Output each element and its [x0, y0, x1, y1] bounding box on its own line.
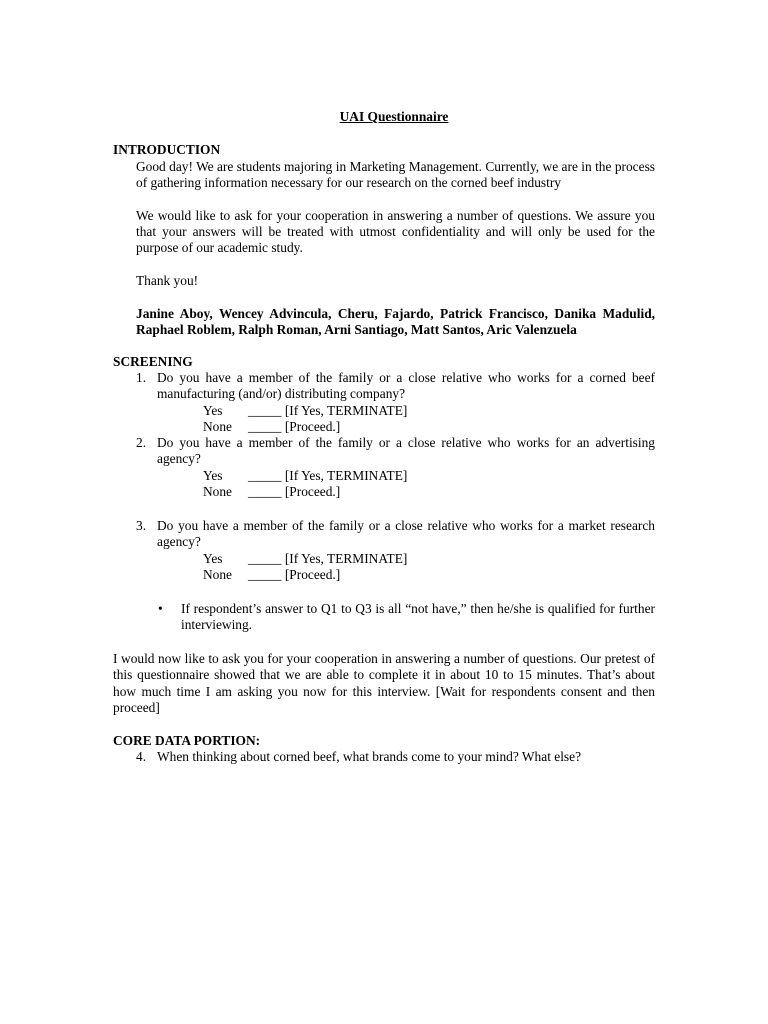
core-question-4: [136, 749, 655, 765]
option-label: None: [203, 566, 233, 582]
transition-paragraph: I would now like to ask you for your cooperation in answering a number of questions. Our pretest of this questionnaire showed that we are able to complete it in about 10 to 15 minutes. That’s about how much time I am asking you now for this interview. [Wait for respondents consent and then proceed]: [113, 651, 655, 715]
option-label: None: [203, 418, 233, 434]
answer-option-none: [203, 567, 655, 583]
document-title: UAI Questionnaire: [339, 109, 449, 124]
thank-you-text: Thank you!: [136, 273, 199, 289]
option-note: [Proceed.]: [284, 566, 341, 582]
answer-blank: _____: [248, 402, 282, 418]
question-text: When thinking about corned beef, what brands come to your mind? What else?: [157, 749, 582, 764]
authors-list: Janine Aboy, Wencey Advincula, Cheru, Fajardo, Patrick Francisco, Danika Madulid, Raphael Roblem, Ralph Roman, Arni Santiago, Matt Santos, Aric Valenzuela: [136, 305, 655, 337]
question-number: 1.: [136, 370, 147, 385]
answer-option-yes: [203, 468, 655, 484]
answer-option-none: [203, 419, 655, 435]
answer-blank: _____: [248, 550, 282, 566]
screening-question-3: [136, 518, 655, 583]
option-label: Yes: [203, 402, 223, 418]
introduction-paragraph-2: We would like to ask for your cooperation in answering a number of questions. We assure you that your answers will be treated with utmost confidentiality and will only be used for the purpose of our academic study.: [136, 207, 655, 256]
introduction-body: [136, 159, 655, 338]
answer-option-yes: [203, 551, 655, 567]
core-data-heading: CORE DATA PORTION:: [113, 733, 261, 748]
qualification-note: [158, 601, 655, 634]
answer-blank: _____: [248, 467, 282, 483]
question-number: 2.: [136, 435, 147, 450]
answer-blank: _____: [248, 566, 282, 582]
question-number: 3.: [136, 518, 147, 533]
option-note: [If Yes, TERMINATE]: [284, 402, 408, 418]
introduction-heading: INTRODUCTION: [113, 142, 221, 157]
screening-question-1: [136, 370, 655, 435]
answer-blank: _____: [248, 483, 282, 499]
qualification-note-text: If respondent’s answer to Q1 to Q3 is all “not have,” then he/she is qualified for further interviewing.: [181, 601, 655, 633]
option-note: [Proceed.]: [284, 483, 341, 499]
introduction-paragraph-1: Good day! We are students majoring in Marketing Management. Currently, we are in the process of gathering information necessary for our research on the corned beef industry: [136, 159, 655, 191]
option-note: [If Yes, TERMINATE]: [284, 467, 408, 483]
answer-option-yes: [203, 403, 655, 419]
question-number: 4.: [136, 749, 147, 764]
screening-question-2: [136, 435, 655, 500]
question-text: Do you have a member of the family or a close relative who works for a corned beef manufacturing (and/or) distributing company?: [157, 370, 655, 402]
screening-heading: SCREENING: [113, 354, 193, 369]
option-note: [If Yes, TERMINATE]: [284, 550, 408, 566]
question-text: Do you have a member of the family or a close relative who works for a market research agency?: [157, 518, 655, 550]
bullet-icon: •: [158, 601, 163, 616]
option-note: [Proceed.]: [284, 418, 341, 434]
answer-option-none: [203, 484, 655, 500]
option-label: Yes: [203, 467, 223, 483]
question-text: Do you have a member of the family or a close relative who works for an advertising agency?: [157, 435, 655, 467]
answer-blank: _____: [248, 418, 282, 434]
option-label: Yes: [203, 550, 223, 566]
option-label: None: [203, 483, 233, 499]
